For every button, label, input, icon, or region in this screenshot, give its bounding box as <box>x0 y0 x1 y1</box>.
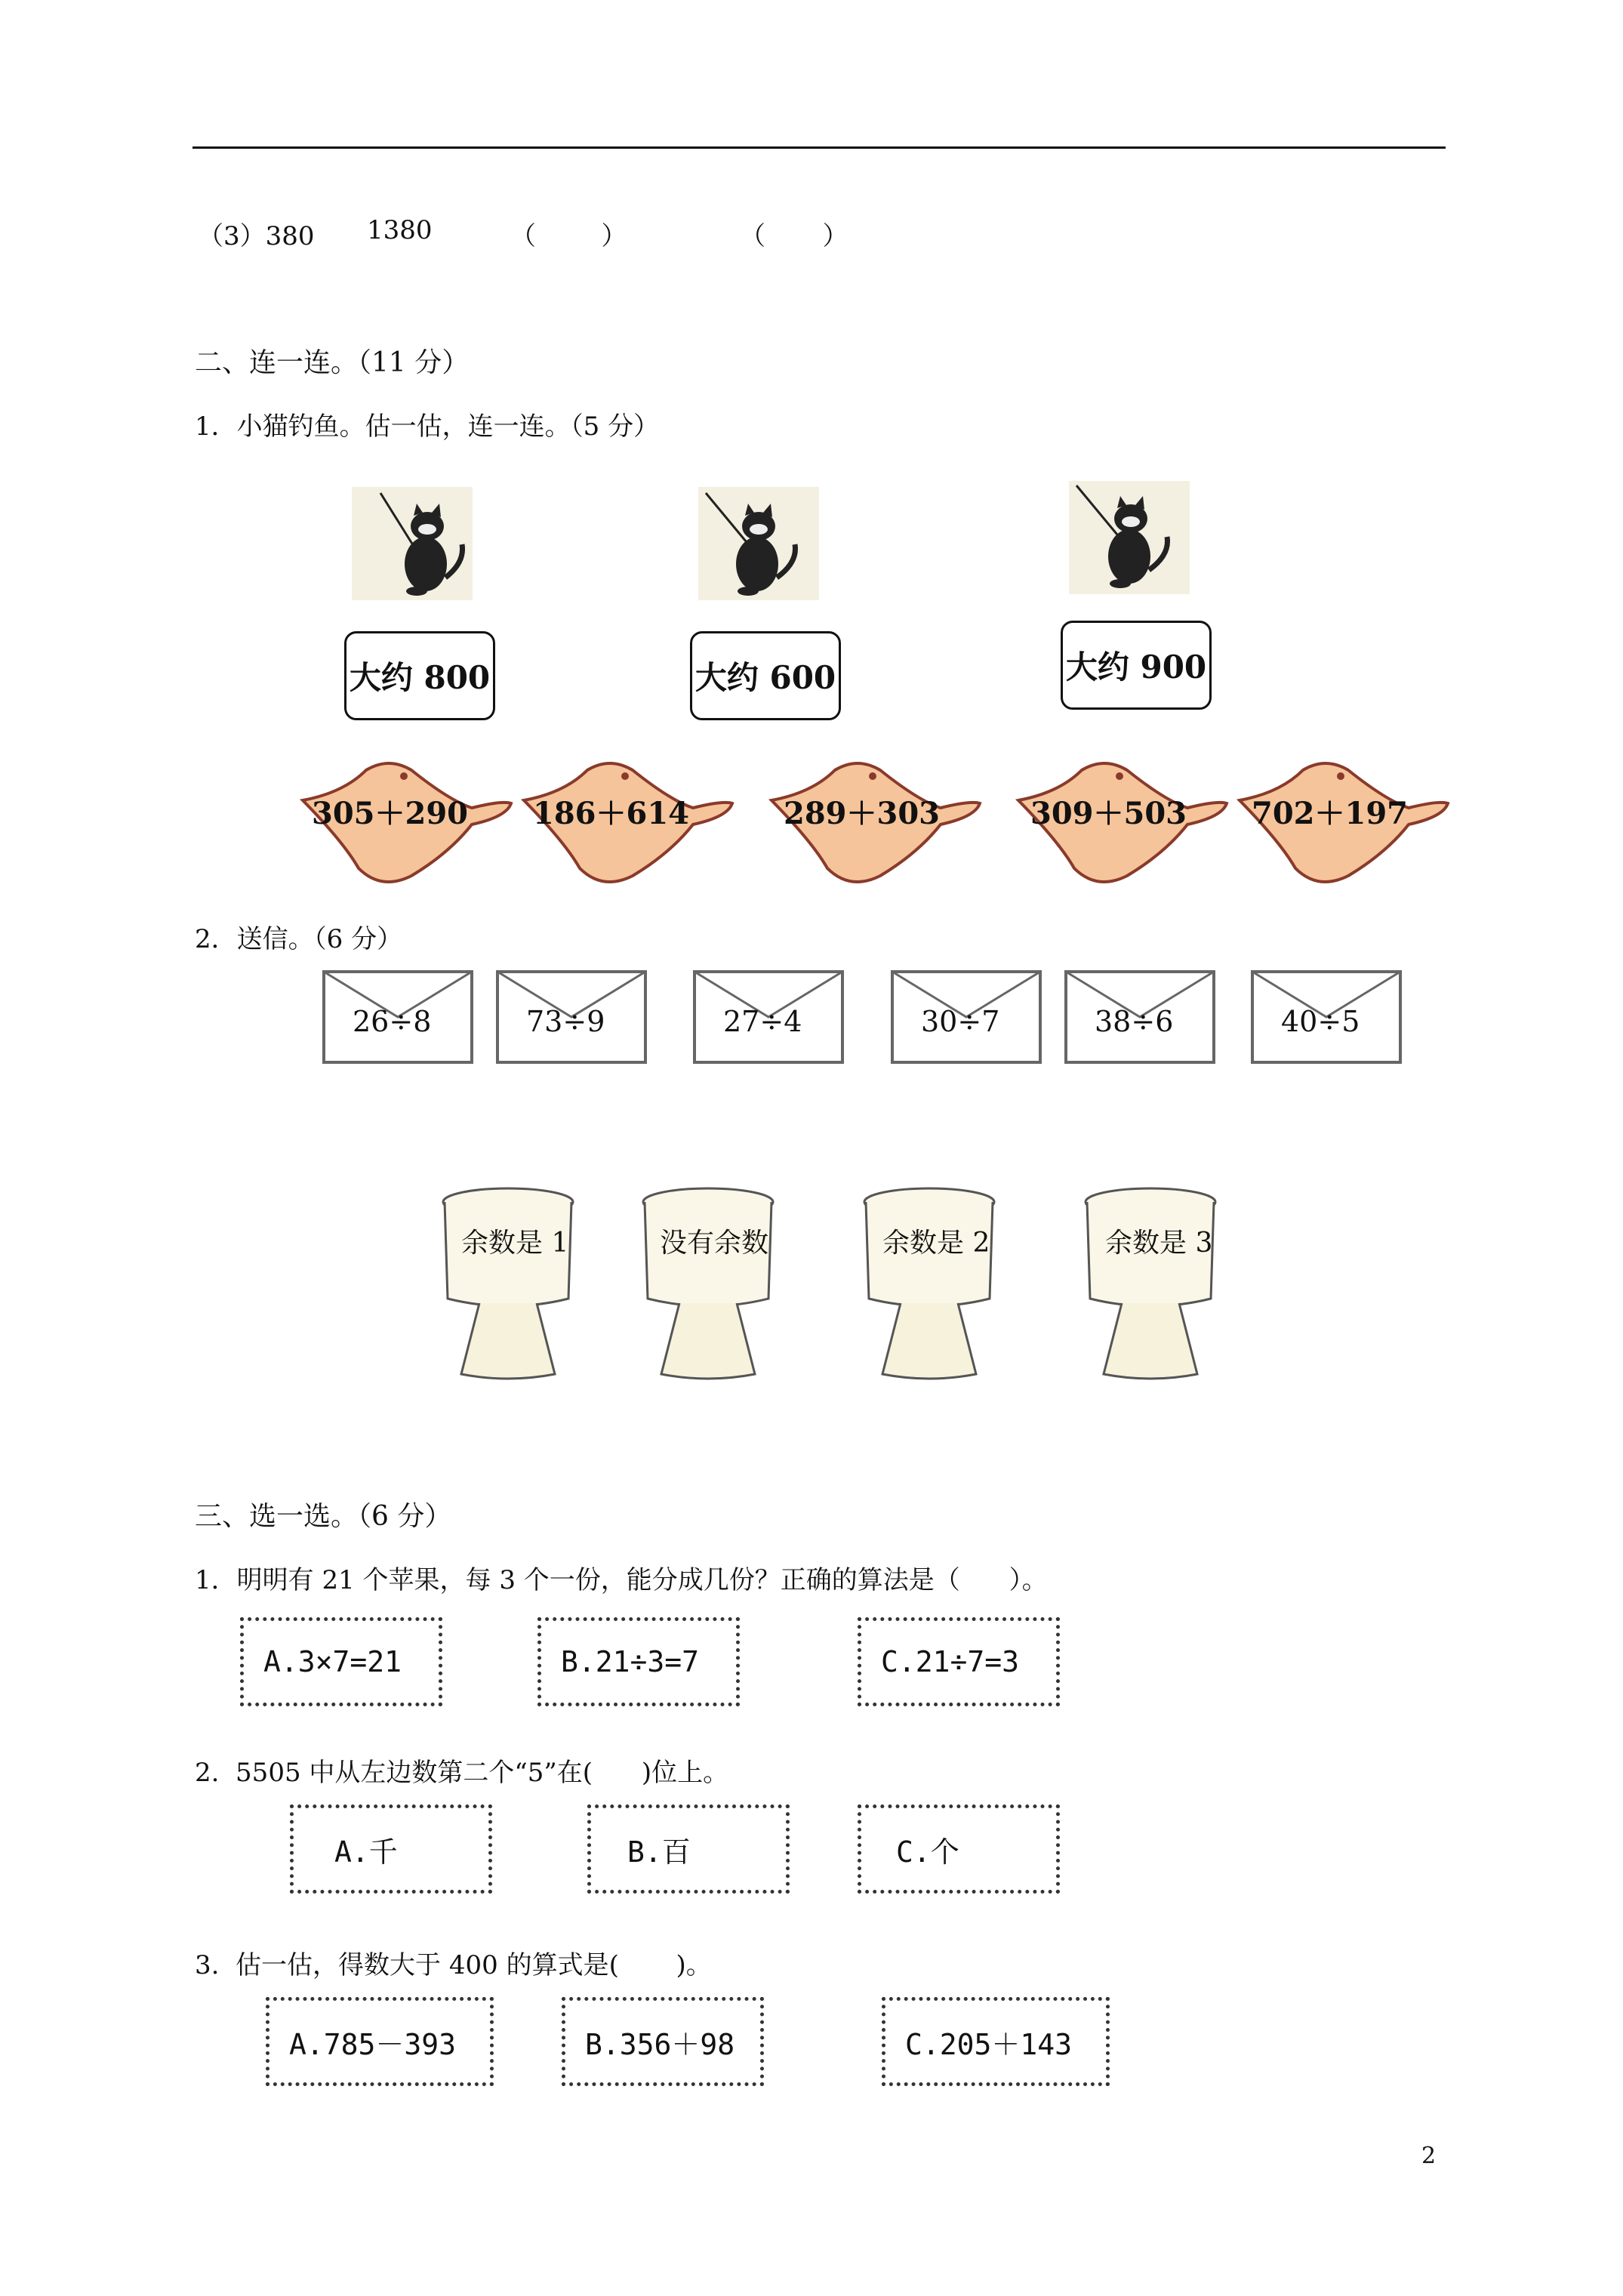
envelope-card[interactable] <box>322 970 473 1064</box>
option-b-button[interactable]: B.356＋98 <box>562 1997 764 2086</box>
option-a-button[interactable]: A.3×7=21 <box>240 1617 442 1706</box>
fish-label: 702＋197 <box>1252 796 1408 831</box>
mailbox-icon <box>440 1185 576 1382</box>
option-c-button[interactable]: C.个 <box>858 1804 1060 1894</box>
section-2-q2-prompt: 2．送信。（6 分） <box>195 924 403 954</box>
fishing-cat-icon <box>698 487 819 600</box>
fishing-cat-icon <box>352 487 473 600</box>
mailbox-icon <box>1083 1185 1218 1382</box>
envelope-card[interactable] <box>1251 970 1402 1064</box>
estimate-box-900[interactable]: 大约 900 <box>1061 621 1212 710</box>
envelope-label: 40÷5 <box>1281 1005 1360 1038</box>
header-rule <box>192 146 1446 149</box>
option-a-button[interactable]: A.785－393 <box>266 1997 494 2086</box>
fish-label: 309＋503 <box>1030 796 1187 831</box>
mailbox-label: 余数是 1 <box>461 1228 569 1259</box>
mailbox-icon <box>861 1185 997 1382</box>
fish-label: 186＋614 <box>533 796 689 831</box>
envelope-card[interactable] <box>1064 970 1215 1064</box>
page-number: 2 <box>1421 2143 1437 2169</box>
envelope-label: 30÷7 <box>921 1005 1000 1038</box>
envelope-card[interactable] <box>891 970 1042 1064</box>
envelope-card[interactable] <box>496 970 647 1064</box>
fish-label: 289＋303 <box>784 796 940 831</box>
envelope-label: 38÷6 <box>1095 1005 1174 1038</box>
fish-card[interactable] <box>1014 755 1240 891</box>
section-2-q1-prompt: 1．小猫钓鱼。估一估，连一连。（5 分） <box>195 411 660 442</box>
envelope-label: 27÷4 <box>723 1005 802 1038</box>
section-3-q2-prompt: 2. 5505 中从左边数第二个“5”在( )位上。 <box>195 1758 729 1788</box>
option-b-button[interactable]: B.百 <box>587 1804 790 1894</box>
section-3-q1-prompt: 1．明明有 21 个苹果，每 3 个一份，能分成几份？正确的算法是（ ）。 <box>195 1565 1048 1595</box>
mailbox-card[interactable] <box>640 1185 776 1382</box>
section-3-heading: 三、选一选。（6 分） <box>195 1501 452 1532</box>
fish-label: 305＋290 <box>312 796 468 831</box>
fish-card[interactable] <box>767 755 993 891</box>
mailbox-card[interactable] <box>1083 1185 1218 1382</box>
mailbox-label: 没有余数 <box>660 1228 769 1259</box>
item-3-label: （3）380 <box>198 221 315 251</box>
fishing-cat-icon <box>1069 481 1190 594</box>
fish-card[interactable] <box>1235 755 1461 891</box>
section-2-heading: 二、连一连。（11 分） <box>195 347 470 378</box>
mailbox-label: 余数是 3 <box>1105 1228 1213 1259</box>
mailbox-card[interactable] <box>861 1185 997 1382</box>
fish-card[interactable] <box>519 755 746 891</box>
mailbox-icon <box>640 1185 776 1382</box>
item-3-value: 1380 <box>367 215 433 245</box>
mailbox-card[interactable] <box>440 1185 576 1382</box>
option-c-button[interactable]: C.21÷7=3 <box>858 1617 1060 1706</box>
estimate-box-800[interactable]: 大约 800 <box>344 631 495 720</box>
mailbox-label: 余数是 2 <box>882 1228 990 1259</box>
answer-blank-1[interactable]: （ ） <box>510 221 627 251</box>
option-b-button[interactable]: B.21÷3=7 <box>537 1617 740 1706</box>
envelope-label: 26÷8 <box>353 1005 432 1038</box>
envelope-card[interactable] <box>693 970 844 1064</box>
answer-blank-2[interactable]: （ ） <box>740 221 848 251</box>
option-c-button[interactable]: C.205＋143 <box>882 1997 1110 2086</box>
envelope-label: 73÷9 <box>526 1005 605 1038</box>
estimate-box-600[interactable]: 大约 600 <box>690 631 841 720</box>
fish-card[interactable] <box>298 755 525 891</box>
section-3-q3-prompt: 3. 估一估，得数大于 400 的算式是( )。 <box>195 1950 712 1980</box>
option-a-button[interactable]: A.千 <box>290 1804 492 1894</box>
